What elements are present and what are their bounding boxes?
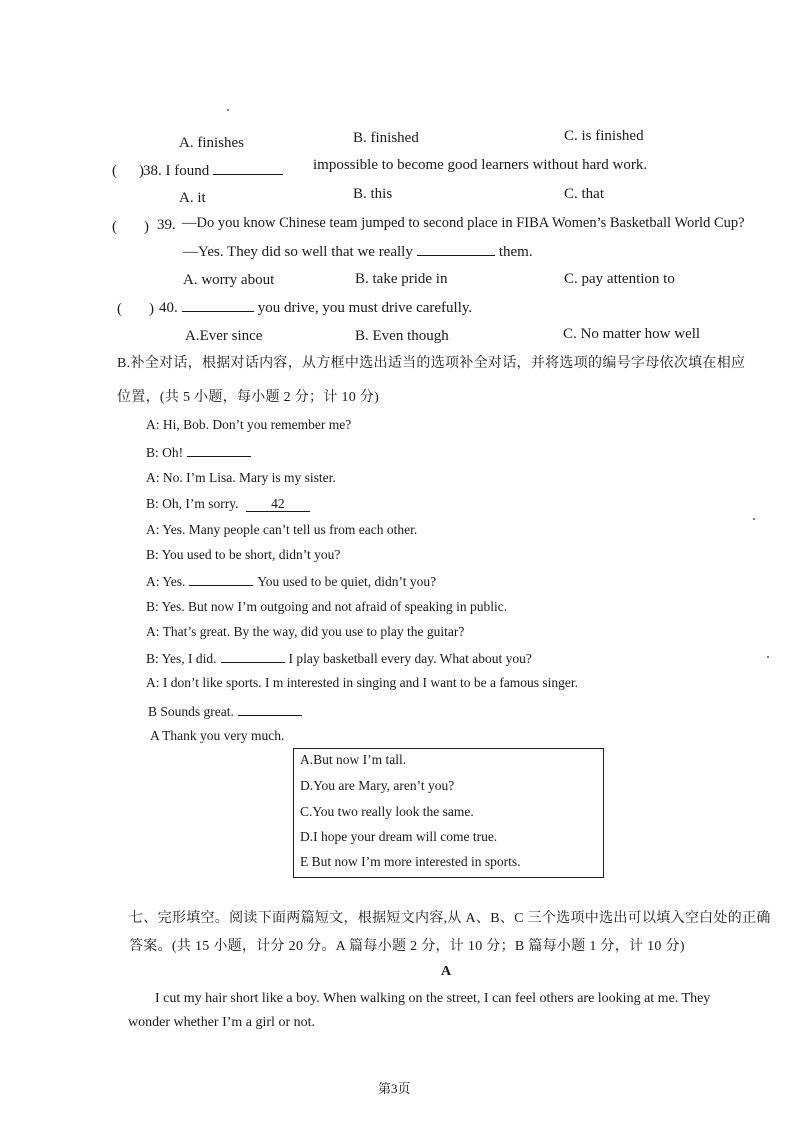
q37-option-a: A. finishes bbox=[179, 135, 244, 151]
dialogue-line-4 bbox=[146, 496, 314, 512]
q38-stem bbox=[143, 162, 287, 180]
q40-option-c: C. No matter how well bbox=[563, 326, 701, 342]
dialogue-line-12 bbox=[148, 703, 306, 720]
passage-a-line2: wonder whether I’m a girl or not. bbox=[128, 1015, 315, 1030]
passage-a-heading: A bbox=[441, 964, 452, 979]
q38-paren-close: ) bbox=[139, 163, 144, 179]
page-number: 第3页 bbox=[378, 1081, 411, 1096]
q39-number: 39. bbox=[157, 217, 176, 233]
q37-option-c: C. is finished bbox=[564, 128, 644, 144]
q39-option-a: A. worry about bbox=[183, 272, 275, 288]
section-b-instruction-line2: 位置，(共 5 小题，每小题 2 分；计 10 分) bbox=[117, 390, 380, 405]
q40-paren-close: ) bbox=[149, 301, 154, 317]
blank-45 bbox=[238, 703, 302, 716]
section-seven-instruction-line1: 七、完形填空。阅读下面两篇短文，根据短文内容,从 A、B、C 三个选项中选出可以填入空白处的正确 bbox=[129, 911, 771, 926]
q38-option-b: B. this bbox=[353, 186, 393, 202]
q38-prefix: 38. I found bbox=[143, 163, 210, 179]
q38-paren-open: ( bbox=[112, 163, 117, 179]
q39-option-c: C. pay attention to bbox=[564, 271, 675, 287]
blank-44 bbox=[221, 650, 285, 663]
dialogue-line-11: A: I don’t like sports. I m interested in singing and I want to be a famous singer. bbox=[146, 675, 579, 690]
q40-number: 40. bbox=[159, 300, 178, 316]
q40-blank bbox=[182, 299, 254, 312]
dialogue-line-13: A Thank you very much. bbox=[150, 728, 285, 743]
option-box-item: D.I hope your dream will come true. bbox=[300, 829, 498, 844]
options-box bbox=[293, 748, 604, 878]
q39-line1: —Do you know Chinese team jumped to second place in FIBA Women’s Basketball World Cup? bbox=[182, 215, 745, 231]
scan-speck bbox=[767, 656, 769, 658]
dialogue-line-8: B: Yes. But now I’m outgoing and not afraid of speaking in public. bbox=[146, 599, 508, 614]
blank-42 bbox=[246, 497, 310, 512]
q40-option-a: A.Ever since bbox=[185, 328, 263, 344]
q38-blank bbox=[213, 162, 283, 175]
dialogue-line-7-pre: A: Yes. bbox=[146, 574, 186, 589]
q40-paren-open: ( bbox=[117, 301, 122, 317]
option-box-item: E But now I’m more interested in sports. bbox=[300, 854, 521, 869]
q40-stem bbox=[159, 299, 472, 317]
q39-option-b: B. take pride in bbox=[355, 271, 448, 287]
q37-option-b: B. finished bbox=[353, 130, 419, 146]
scan-speck bbox=[227, 109, 229, 111]
dialogue-line-10-pre: B: Yes, I did. bbox=[146, 651, 217, 666]
option-box-item: D.You are Mary, aren’t you? bbox=[300, 778, 455, 793]
blank-43 bbox=[189, 573, 253, 586]
dialogue-line-3: A: No. I’m Lisa. Mary is my sister. bbox=[146, 470, 336, 485]
dialogue-line-5: A: Yes. Many people can’t tell us from each other. bbox=[146, 522, 418, 537]
dialogue-line-12-pre: B Sounds great. bbox=[148, 704, 234, 719]
section-b-instruction-line1: B.补全对话，根据对话内容，从方框中选出适当的选项补全对话，并将选项的编号字母依次填在相应 bbox=[117, 356, 746, 371]
dialogue-line-7-post: You used to be quiet, didn’t you? bbox=[257, 574, 437, 589]
dialogue-line-4-text: B: Oh, I’m sorry. bbox=[146, 496, 239, 511]
q39-paren-open: ( bbox=[112, 219, 117, 235]
dialogue-line-2 bbox=[146, 444, 255, 461]
section-seven-instruction-line2: 答案。(共 15 小题，计分 20 分。A 篇每小题 2 分，计 10 分；B 篇每小题 1 分，计 10 分) bbox=[129, 939, 685, 954]
q39-line2-pre: —Yes. They did so well that we really bbox=[183, 244, 413, 260]
dialogue-line-2-text: B: Oh! bbox=[146, 445, 184, 460]
passage-a-line1: I cut my hair short like a boy. When walking on the street, I can feel others are looking at me. They bbox=[155, 991, 711, 1006]
q38-option-a: A. it bbox=[179, 190, 206, 206]
q40-rest: you drive, you must drive carefully. bbox=[257, 300, 473, 316]
dialogue-line-7 bbox=[146, 573, 436, 590]
dialogue-line-10 bbox=[146, 650, 532, 667]
q39-line2 bbox=[183, 243, 533, 261]
option-box-item: A.But now I’m tall. bbox=[300, 752, 407, 767]
scan-speck bbox=[753, 518, 755, 520]
q39-blank bbox=[417, 243, 495, 256]
option-box-item: C.You two really look the same. bbox=[300, 804, 474, 819]
q38-option-c: C. that bbox=[564, 186, 604, 202]
dialogue-line-9: A: That’s great. By the way, did you use to play the guitar? bbox=[146, 624, 465, 639]
blank-41 bbox=[187, 444, 251, 457]
q39-line2-post: them. bbox=[498, 244, 533, 260]
q39-paren-close: ) bbox=[144, 219, 149, 235]
q38-rest: impossible to become good learners without hard work. bbox=[313, 157, 648, 173]
dialogue-line-1: A: Hi, Bob. Don’t you remember me? bbox=[146, 417, 352, 432]
dialogue-line-10-post: I play basketball every day. What about you? bbox=[288, 651, 532, 666]
blank-42-number: 42 bbox=[271, 496, 285, 511]
dialogue-line-6: B: You used to be short, didn’t you? bbox=[146, 547, 341, 562]
q40-option-b: B. Even though bbox=[355, 328, 449, 344]
